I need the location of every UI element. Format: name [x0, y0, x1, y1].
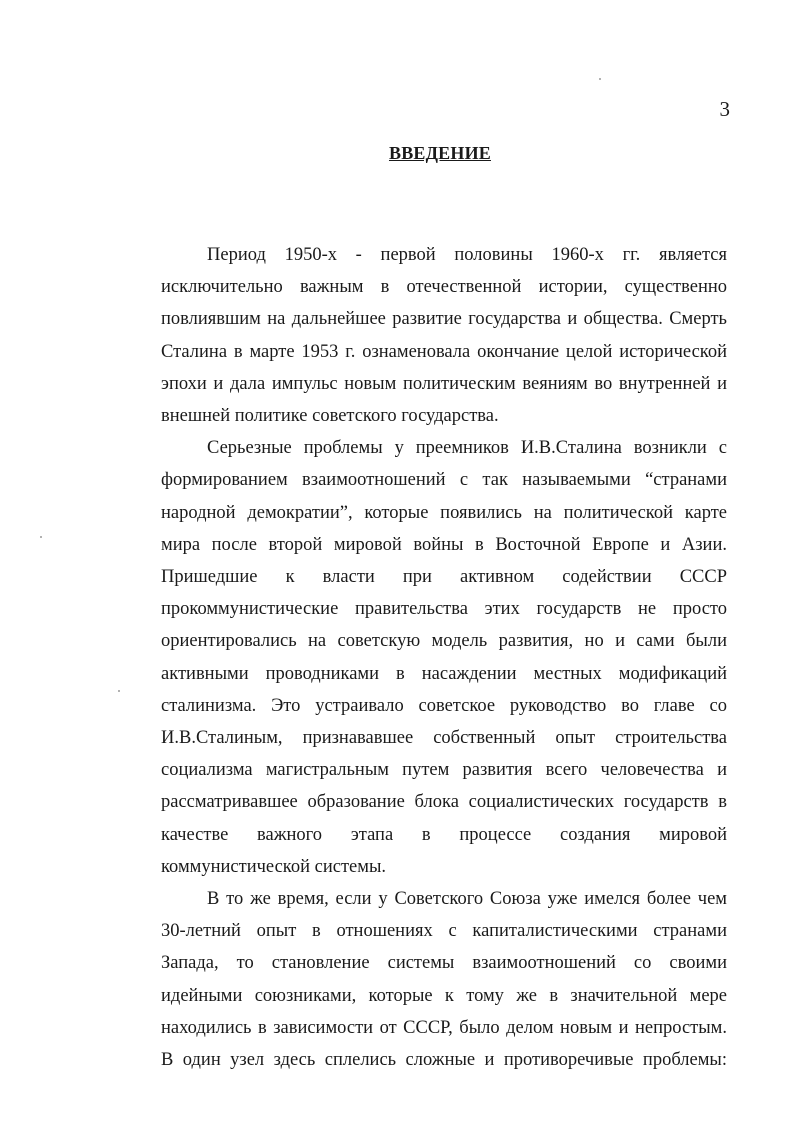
- text-line: сталинизма. Это устраивало советское руководство во главе со: [161, 695, 727, 716]
- text-line: исключительно важным в отечественной истории, существенно: [161, 277, 727, 298]
- text-line: активными проводниками в насаждении местных модификаций: [161, 663, 727, 684]
- scan-speck: [599, 78, 601, 80]
- text-line: В один узел здесь сплелись сложные и противоречивые проблемы:: [161, 1050, 727, 1071]
- text-line: коммунистической системы.: [161, 856, 386, 877]
- text-line: эпохи и дала импульс новым политическим веяниям во внутренней и: [161, 373, 727, 394]
- text-line: ориентировались на советскую модель развития, но и сами были: [161, 631, 727, 652]
- scan-speck: [118, 690, 120, 692]
- page-title: ВВЕДЕНИЕ: [388, 143, 491, 163]
- text-line: 30-летний опыт в отношениях с капиталистическими странами: [161, 921, 727, 942]
- text-line: рассматривавшее образование блока социалистических государств в: [161, 792, 727, 813]
- text-line: Период 1950-х - первой половины 1960-х гг. является: [207, 245, 727, 265]
- paragraph-1: [161, 239, 727, 432]
- text-line: Сталина в марте 1953 г. ознаменовала окончание целой исторической: [161, 341, 727, 362]
- text-line: Серьезные проблемы у преемников И.В.Сталина возникли с: [207, 438, 727, 459]
- text-line: прокоммунистические правительства этих государств не просто: [161, 599, 727, 620]
- text-line: В то же время, если у Советского Союза уже имелся более чем: [207, 889, 727, 910]
- text-line: находились в зависимости от СССР, было делом новым и непростым.: [161, 1017, 727, 1038]
- text-line: формированием взаимоотношений с так называемыми “странами: [161, 470, 727, 491]
- text-line: Пришедшие к власти при активном содействии СССР: [161, 567, 727, 588]
- paragraph-2: [161, 432, 727, 883]
- text-line: повлиявшим на дальнейшее развитие государства и общества. Смерть: [161, 309, 727, 330]
- text-line: социализма магистральным путем развития всего человечества и: [161, 760, 727, 781]
- text-line: И.В.Сталиным, признававшее собственный опыт строительства: [161, 728, 727, 749]
- body-text: [161, 239, 727, 1076]
- text-line: Запада, то становление системы взаимоотношений со своими: [161, 953, 727, 974]
- text-line: качестве важного этапа в процессе создания мировой: [161, 824, 727, 845]
- text-line: внешней политике советского государства.: [161, 406, 499, 427]
- text-line: народной демократии”, которые появились на политической карте: [161, 502, 727, 523]
- paragraph-3: [161, 883, 727, 1076]
- page-number: 3: [719, 97, 730, 121]
- text-line: мира после второй мировой войны в Восточной Европе и Азии.: [161, 534, 727, 555]
- text-line: идейными союзниками, которые к тому же в значительной мере: [161, 985, 727, 1006]
- scan-speck: [40, 536, 42, 538]
